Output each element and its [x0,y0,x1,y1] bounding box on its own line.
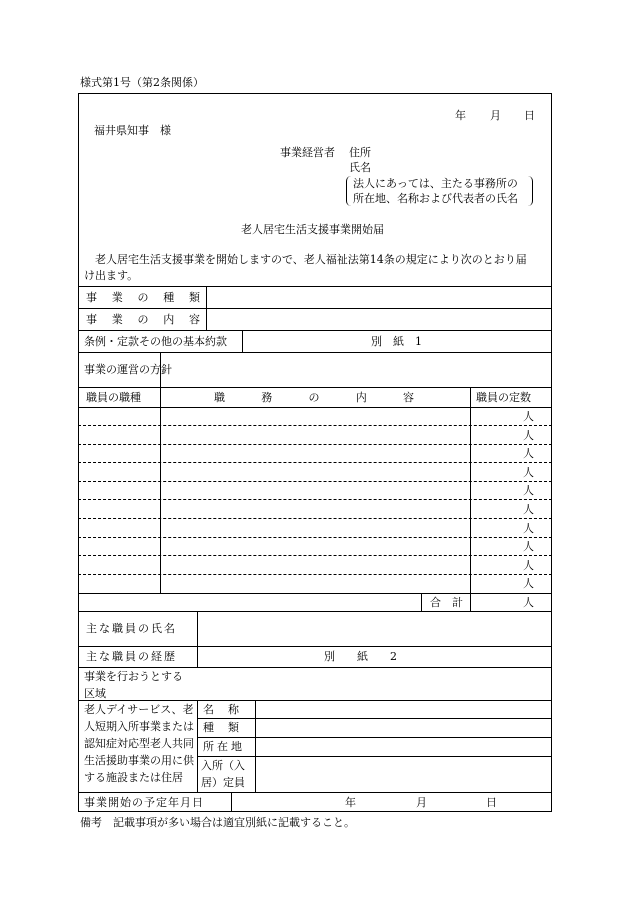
col-divider [206,286,207,330]
start-date-day: 日 [486,796,497,809]
dashed-rule [78,518,552,519]
col-staff-count: 職員の定数 [476,391,531,404]
start-date-year: 年 [345,796,356,809]
service-area-label: 事業を行おうとする区域 [84,670,183,700]
dashed-rule [78,444,552,445]
col-divider [255,700,256,792]
form-number: 様式第1号（第2条関係） [80,76,204,89]
intro-line2: け出ます。 [84,269,139,282]
policy-label: 事業の運営の方針 [84,363,172,376]
rule [78,352,552,353]
col-staff-type: 職員の職種 [86,391,141,404]
rule [78,308,552,309]
unit-label: 人 [523,429,534,442]
dashed-rule [78,462,552,463]
dashed-rule [78,481,552,482]
business-content-label: 事 業 の 内 容 [86,313,200,326]
dashed-rule [78,574,552,575]
total-label: 合 計 [430,596,463,609]
business-type-label: 事 業 の 種 類 [86,291,200,304]
facility-type-label: 種類 [203,721,253,734]
rule [78,593,552,594]
unit-label: 人 [523,484,534,497]
unit-label: 人 [523,540,534,553]
addressee: 福井県知事 様 [94,124,171,137]
rule [197,718,552,719]
rule [78,407,552,408]
articles-value: 別 紙 1 [371,335,422,348]
rule [78,387,552,388]
facility-label: 老人デイサービス、老人短期入所事業または認知症対応型老人共同生活援助事業の用に供する施設または住居 [84,703,194,784]
main-staff-history-label: 主な職員の経歴 [86,650,177,663]
dashed-rule [78,537,552,538]
col-divider [197,700,198,792]
dashed-rule [78,425,552,426]
facility-name-label: 名称 [203,703,253,716]
rule [78,792,552,793]
rule [78,646,552,647]
rule [197,737,552,738]
col-divider [421,593,422,611]
col-divider [160,387,161,593]
col-duties: 職 務 の 内 容 [214,391,414,404]
dashed-rule [78,555,552,556]
date-month: 月 [490,109,501,122]
unit-label: 人 [523,466,534,479]
unit-label: 人 [523,447,534,460]
unit-label: 人 [523,410,534,423]
main-staff-history-value: 別 紙 2 [324,650,397,663]
remarks: 備考 記載事項が多い場合は適宜別紙に記載すること。 [80,816,355,829]
applicant-label: 事業経営者 [280,146,335,159]
applicant-note-line2: 所在地、名称および代表者の氏名 [353,192,518,205]
start-date-label: 事業開始の予定年月日 [84,796,204,809]
date-year: 年 [455,109,466,122]
form-title: 老人居宅生活支援事業開始届 [241,223,384,236]
applicant-address: 住所 [349,146,371,159]
applicant-note-line1: 法人にあっては、主たる事務所の [353,177,518,190]
unit-label: 人 [523,559,534,572]
rule [78,330,552,331]
unit-label: 人 [523,503,534,516]
col-divider [231,792,232,812]
facility-capacity-label: 入所（入居）定員 [201,759,245,789]
unit-label: 人 [523,522,534,535]
unit-label: 人 [523,577,534,590]
col-divider [470,387,471,611]
intro-line1: 老人居宅生活支援事業を開始しますので、老人福祉法第14条の規定により次のとおり届 [84,253,527,266]
date-day: 日 [524,109,535,122]
col-divider [197,611,198,667]
col-divider [242,330,243,352]
rule [78,611,552,612]
start-date-month: 月 [416,796,427,809]
main-staff-names-label: 主な職員の氏名 [86,622,177,635]
applicant-name: 氏名 [349,161,371,174]
dashed-rule [78,499,552,500]
total-unit: 人 [523,596,534,609]
articles-label: 条例・定款その他の基本約款 [84,335,227,348]
rule [78,286,552,287]
facility-location-label: 所在地 [203,740,245,753]
